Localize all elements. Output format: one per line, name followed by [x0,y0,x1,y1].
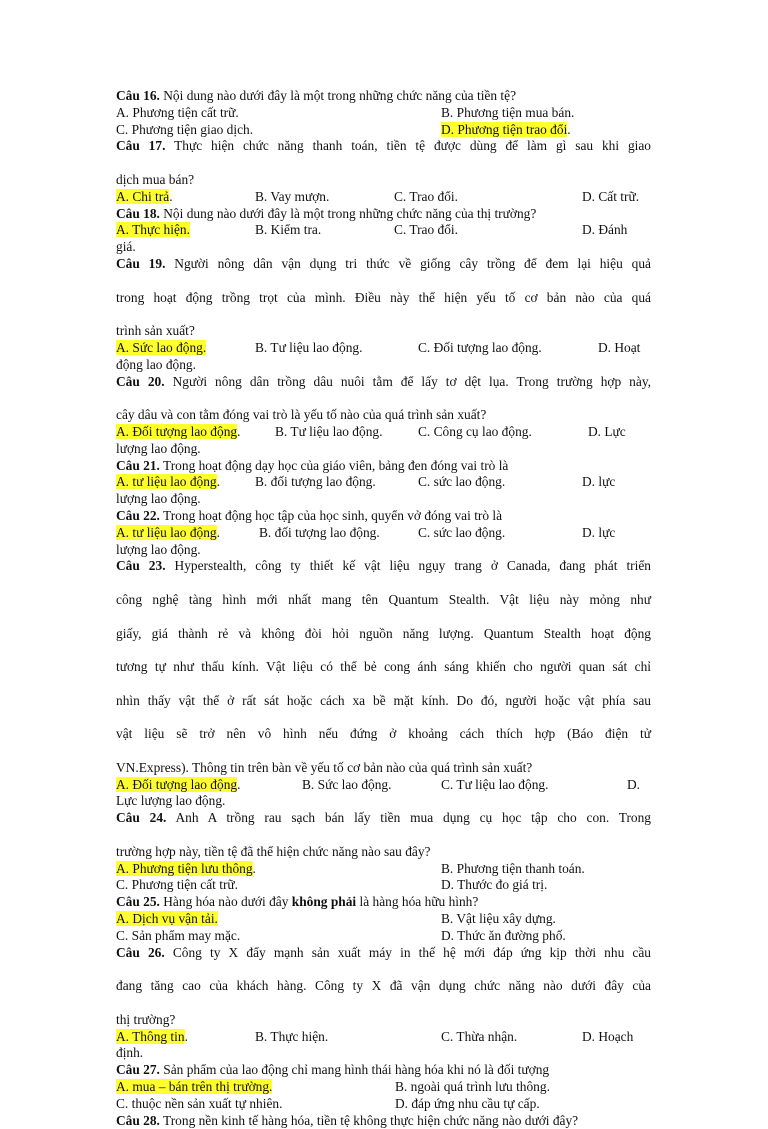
option-wrap-text: lượng lao động. [116,491,201,507]
answer-option-B: B. Sức lao động. [302,776,392,792]
answer-option-C: C. Công cụ lao động. [418,423,532,439]
answer-option-A: A. Sức lao động. [116,339,207,355]
option-wrap-text: lượng lao động. [116,440,201,456]
question-label: Câu 28. [116,1112,160,1128]
question-label: Câu 24. [116,810,167,826]
question-label: Câu 27. [116,1062,160,1078]
answer-option-D: D. Đánh [582,222,628,238]
question-label: Câu 23. [116,558,166,574]
answer-option-B: B. Phương tiện thanh toán. [441,860,585,876]
question-label: Câu 18. [116,205,160,221]
answer-option-B: B. Kiểm tra. [255,222,322,238]
question-25 [116,894,651,944]
answer-option-D: D. Phương tiện trao đổi. [441,121,571,137]
option-wrap-text: Lực lượng lao động. [116,793,226,809]
question-text-line: trong hoạt động trồng trọt của mình. Điều này thể hiện yếu tố cơ bản nào của quá [116,289,651,305]
question-label: Câu 19. [116,255,166,271]
options-row [116,105,651,122]
options-row [116,911,651,928]
options-row [116,928,651,945]
options-row [116,525,651,542]
question-text-line: trường hợp này, tiền tệ đã thể hiện chức năng nào sau đây? [116,843,431,859]
answer-option-A: A. mua – bán trên thị trường. [116,1079,273,1095]
options-row [116,877,651,894]
question-24 [116,810,651,894]
answer-option-C: C. Phương tiện cất trữ. [116,877,239,893]
answer-option-C: C. Trao đổi. [394,222,458,238]
answer-option-B: B. Tư liệu lao động. [275,423,383,439]
answer-option-A: A. Phương tiện lưu thông. [116,860,256,876]
question-text-line: trình sản xuất? [116,323,195,339]
question-text-line: Câu 20. Người nông dân trồng dâu nuôi tằm để lấy tơ dệt lụa. Trong trường hợp này, [116,373,651,389]
options-row [116,1029,651,1046]
answer-option-A: A. tư liệu lao động. [116,474,220,490]
question-label: Câu 22. [116,507,160,523]
options-row [116,340,651,357]
answer-option-A: A. Thông tin. [116,1028,188,1044]
option-wrap-text: giá. [116,239,136,255]
question-28 [116,1113,651,1129]
option-wrap-text: định. [116,1045,144,1061]
answer-option-C: C. Thừa nhận. [441,1028,518,1044]
answer-option-C: C. Đối tượng lao động. [418,339,542,355]
answer-option-B: B. Vay mượn. [255,188,330,204]
answer-option-D: D. Cất trữ. [582,188,640,204]
question-text-line: nhìn thấy vật thể ở rất sát hoặc cách xa bề mặt kính. Do đó, người hoặc vật phía sau [116,692,651,708]
answer-option-B: B. đối tượng lao động. [255,474,376,490]
question-text-line: Câu 22. Trong hoạt động học tập của học sinh, quyển vở đóng vai trò là [116,507,503,523]
question-text-line: Câu 16. Nội dung nào dưới đây là một trong những chức năng của tiền tệ? [116,88,517,103]
answer-option-B: B. ngoài quá trình lưu thông. [395,1079,550,1095]
answer-option-B: B. Vật liệu xây dựng. [441,911,556,927]
question-text-line: vật liệu sẽ trở nên vô hình nếu đứng ở khoảng cách thích hợp (Báo điện tử [116,726,651,742]
question-text-line: Câu 24. Anh A trồng rau sạch bán lấy tiền mua dụng cụ học tập cho con. Trong [116,810,652,826]
options-row [116,777,651,794]
question-23 [116,558,651,810]
question-label: Câu 16. [116,88,160,103]
answer-option-B: B. Tư liệu lao động. [255,339,363,355]
question-text-line: Câu 28. Trong nền kinh tế hàng hóa, tiền tệ không thực hiện chức năng nào dưới đây? [116,1112,579,1128]
options-row [116,122,651,139]
answer-option-D: D. Hoạt [598,339,641,355]
question-text-line: Câu 21. Trong hoạt động dạy học của giáo viên, bảng đen đóng vai trò là [116,457,509,473]
question-27 [116,1062,651,1112]
answer-option-C: C. thuộc nền sản xuất tự nhiên. [116,1095,283,1111]
answer-option-D: D. Hoạch [582,1028,634,1044]
answer-option-C: C. Trao đổi. [394,188,458,204]
options-row [116,861,651,878]
question-label: Câu 26. [116,944,165,960]
question-16 [116,88,651,138]
question-text-line: Câu 19. Người nông dân vận dụng tri thức về giống cây trồng để đem lại hiệu quả [116,255,651,271]
answer-option-A: A. Đối tượng lao động. [116,776,241,792]
answer-option-A: A. Đối tượng lao động. [116,423,241,439]
question-text-line: VN.Express). Thông tin trên bàn về yếu tố cơ bản nào của quá trình sản xuất? [116,759,533,775]
options-row [116,1079,651,1096]
question-text-line: tương tự như thấu kính. Vật liệu có thể bẻ cong ánh sáng khiến cho người quan sát chỉ [116,659,651,675]
options-row [116,222,651,239]
question-text-line: công nghệ tàng hình mới nhất mang tên Quantum Stealth. Vật liệu này mỏng như [116,591,651,607]
answer-option-D: D. Lực [588,423,626,439]
answer-option-B: B. Phương tiện mua bán. [441,104,575,120]
answer-option-D: D. lực [582,524,616,540]
question-26 [116,945,651,1063]
options-row [116,1096,651,1113]
option-wrap-text: lượng lao động. [116,541,201,557]
exam-page [116,88,651,1129]
question-text-line: Câu 27. Sản phẩm của lao động chỉ mang hình thái hàng hóa khi nó là đối tượng [116,1062,550,1078]
answer-option-A: A. Chi trả. [116,188,173,204]
answer-option-C: C. sức lao động. [418,474,506,490]
answer-option-A: A. Phương tiện cất trữ. [116,104,239,120]
answer-option-B: B. Thực hiện. [255,1028,329,1044]
question-text-line: Câu 26. Công ty X đẩy mạnh sản xuất máy in thế hệ mới đáp ứng kịp thời nhu cầu [116,944,651,960]
answer-option-C: C. Tư liệu lao động. [441,776,549,792]
question-text-line: thị trường? [116,1011,176,1027]
question-text-line: Câu 17. Thực hiện chức năng thanh toán, tiền tệ được dùng để làm gì sau khi giao [116,138,651,154]
option-wrap-text: động lao động. [116,356,196,372]
question-20 [116,374,651,458]
question-label: Câu 25. [116,894,160,910]
answer-option-C: C. sức lao động. [418,524,506,540]
question-text-line: Câu 25. Hàng hóa nào dưới đây không phải là hàng hóa hữu hình? [116,894,479,910]
question-label: Câu 17. [116,138,166,154]
question-19 [116,256,651,374]
question-18 [116,206,651,256]
answer-option-D: D. Thước đo giá trị. [441,877,548,893]
question-22 [116,508,651,558]
question-text-line: Câu 23. Hyperstealth, công ty thiết kế vật liệu ngụy trang ở Canada, đang phát triển [116,558,651,574]
question-text-line: dịch mua bán? [116,171,195,187]
options-row [116,189,651,206]
answer-option-C: C. Phương tiện giao dịch. [116,121,254,137]
answer-option-D: D. lực [582,474,616,490]
answer-option-D: D. đáp ứng nhu cầu tự cấp. [395,1095,540,1111]
answer-option-A: A. tư liệu lao động. [116,524,220,540]
question-21 [116,458,651,508]
question-17 [116,138,651,205]
question-text-line: giấy, giá thành rẻ và không đòi hỏi nguồn năng lượng. Quantum Stealth hoạt động [116,625,651,641]
question-text-line: Câu 18. Nội dung nào dưới đây là một trong những chức năng của thị trường? [116,205,537,221]
question-label: Câu 20. [116,373,165,389]
answer-option-B: B. đối tượng lao động. [259,524,380,540]
answer-option-D: D. Thức ăn đường phố. [441,927,566,943]
answer-option-C: C. Sản phẩm may mặc. [116,927,241,943]
answer-option-D: D. [627,776,641,792]
answer-option-A: A. Thực hiện. [116,222,190,238]
options-row [116,474,651,491]
answer-option-A: A. Dịch vụ vận tải. [116,911,218,927]
options-row [116,424,651,441]
question-text-line: đang tăng cao của khách hàng. Công ty X đã vận dụng chức năng nào dưới đây của [116,978,651,994]
question-text-line: cây dâu và con tằm đóng vai trò là yếu tố nào của quá trình sản xuất? [116,407,487,423]
question-label: Câu 21. [116,457,160,473]
